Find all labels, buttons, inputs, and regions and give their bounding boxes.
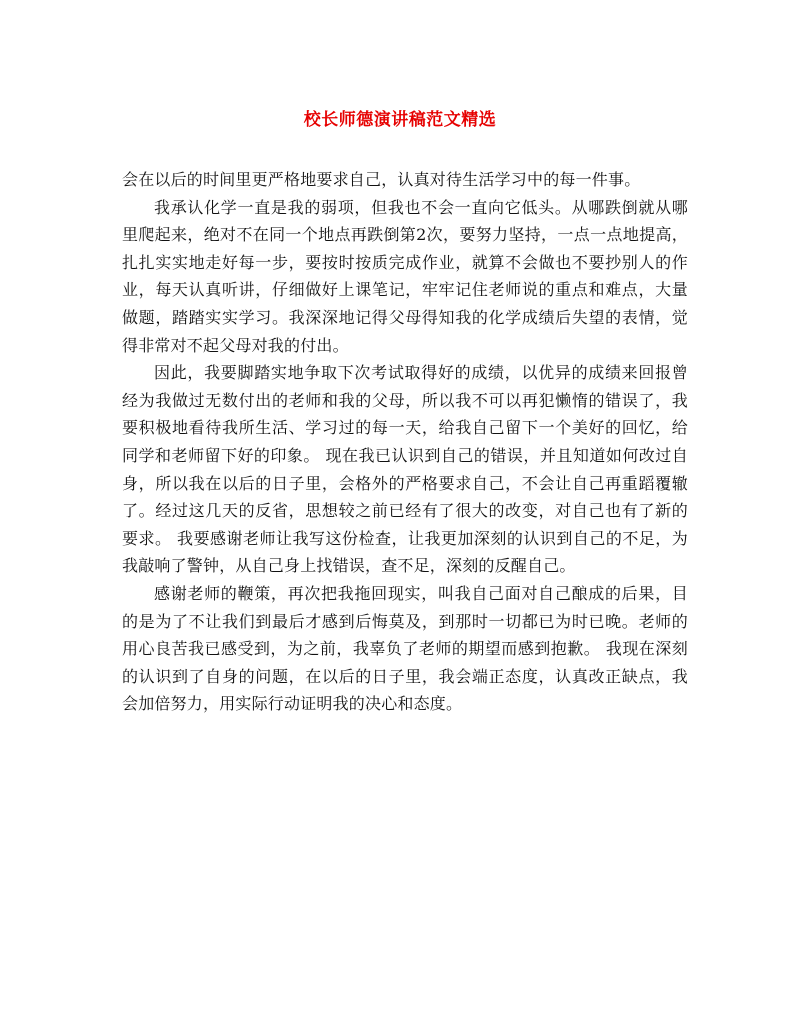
document-body	[122, 166, 688, 718]
document-title: 校长师德演讲稿范文精选	[303, 110, 497, 130]
paragraph-2: 我承认化学一直是我的弱项，但我也不会一直向它低头。从哪跌倒就从哪里爬起来，绝对不在同一个地点再跌倒第2次，要努力坚持，一点一点地提高，扎扎实实地走好每一步，要按时按质完成作业，就算不会做也不要抄别人的作业，每天认真听讲，仔细做好上课笔记，牢牢记住老师说的重点和难点，大量做题，踏踏实实学习。我深深地记得父母得知我的化学成绩后失望的表情，觉得非常对不起父母对我的付出。	[122, 197, 688, 355]
paragraph-3: 因此，我要脚踏实地争取下次考试取得好的成绩，以优异的成绩来回报曾经为我做过无数付出的老师和我的父母，所以我不可以再犯懒惰的错误了，我要积极地看待我所生活、学习过的每一天，给我自己留下一个美好的回忆，给同学和老师留下好的印象。 现在我已认识到自己的错误，并且知道如何改过自身，所以我在以后的日子里，会格外的严格要求自己，不会让自己再重蹈覆辙了。经过这几天的反省，思想较之前已经有了很大的改变，对自己也有了新的要求。 我要感谢老师让我写这份检查，让我更加深刻的认识到自己的不足，为我敲响了警钟，从自己身上找错误，查不足，深刻的反醒自己。	[122, 363, 688, 576]
paragraph-1: 会在以后的时间里更严格地要求自己，认真对待生活学习中的每一件事。	[122, 170, 641, 189]
paragraph-4: 感谢老师的鞭策，再次把我拖回现实，叫我自己面对自己酿成的后果，目的是为了不让我们到最后才感到后悔莫及，到那时一切都已为时已晚。老师的用心良苦我已感受到，为之前，我辜负了老师的期望而感到抱歉。 我现在深刻的认识到了自身的问题，在以后的日子里，我会端正态度，认真改正缺点，我会加倍努力，用实际行动证明我的决心和态度。	[122, 583, 688, 714]
